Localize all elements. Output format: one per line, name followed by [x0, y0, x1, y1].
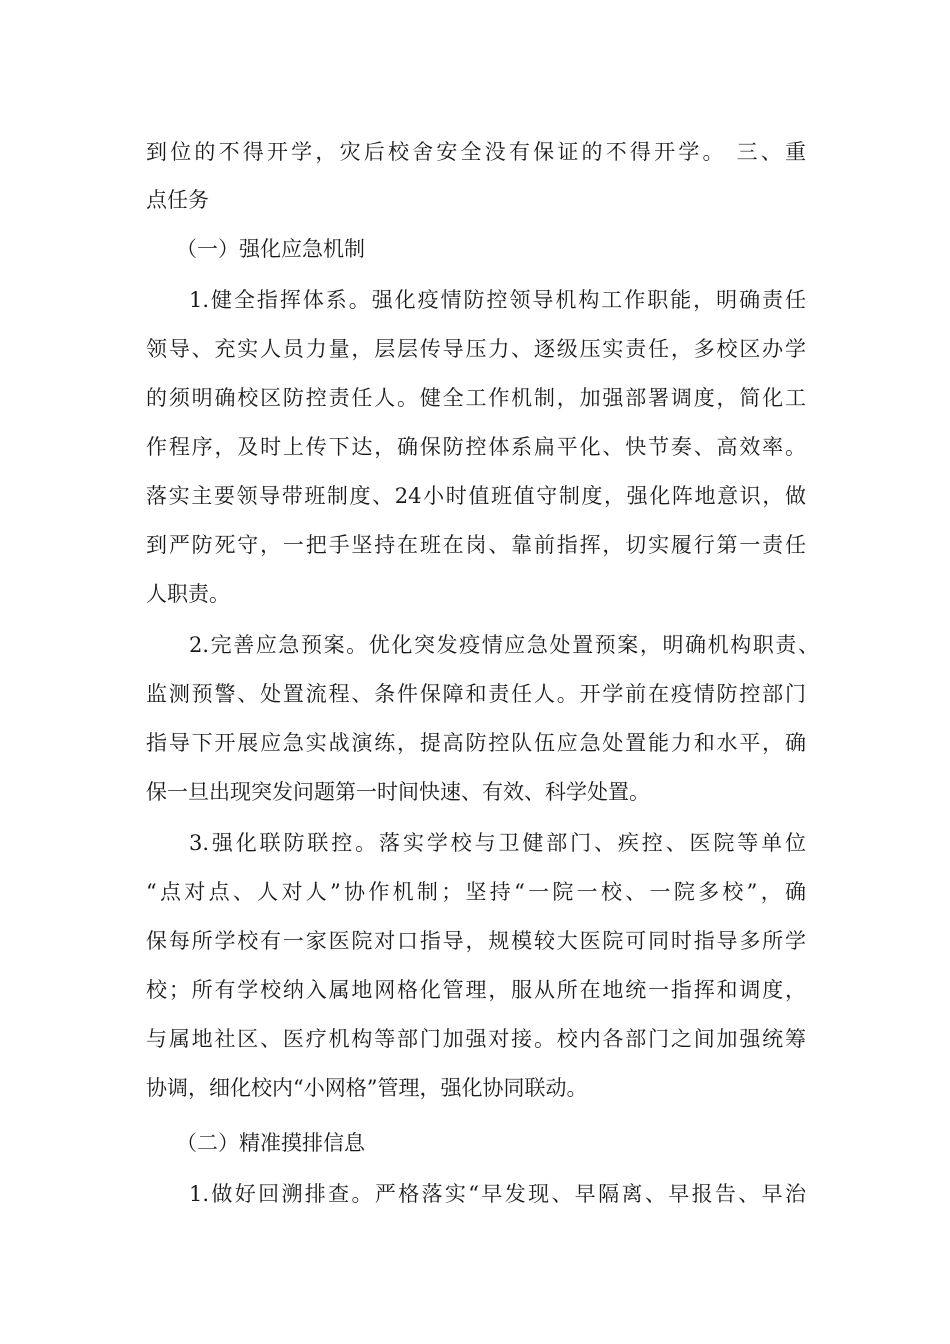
body-line: 保一旦出现突发问题第一时间快速、有效、科学处置。	[146, 780, 650, 804]
body-line: 监测预警、处置流程、条件保障和责任人。开学前在疫情防控部门	[146, 682, 806, 706]
body-line: 到严防死守，一把手坚持在班在岗、靠前指挥，切实履行第一责任	[146, 533, 806, 557]
body-line: 到位的不得开学，灾后校舍安全没有保证的不得开学。 三、重	[146, 140, 806, 164]
body-line: 的须明确校区防控责任人。健全工作机制，加强部署调度，简化工	[146, 386, 806, 410]
body-line: 领导、充实人员力量，层层传导压力、逐级压实责任，多校区办学	[146, 337, 806, 361]
section-heading: （二）精准摸排信息	[176, 1131, 365, 1155]
body-line: 协调，细化校内“小网格”管理，强化协同联动。	[146, 1076, 588, 1100]
body-line: 3.强化联防联控。落实学校与卫健部门、疾控、医院等单位	[189, 831, 806, 855]
body-line: “点对点、人对人”协作机制；坚持“一院一校、一院多校”，确	[146, 880, 806, 904]
body-line: 保每所学校有一家医院对口指导，规模较大医院可同时指导多所学	[146, 929, 806, 953]
body-line: 1.做好回溯排查。严格落实“早发现、早隔离、早报告、早治	[189, 1182, 806, 1206]
body-line: 作程序，及时上传下达，确保防控体系扁平化、快节奏、高效率。	[146, 435, 806, 459]
body-line: 指导下开展应急实战演练，提高防控队伍应急处置能力和水平，确	[146, 731, 806, 755]
body-line: 2.完善应急预案。优化突发疫情应急处置预案，明确机构职责、	[189, 633, 819, 657]
body-line: 人职责。	[146, 582, 230, 606]
section-heading: （一）强化应急机制	[176, 237, 365, 261]
body-line: 1.健全指挥体系。强化疫情防控领导机构工作职能，明确责任	[189, 288, 806, 312]
body-line: 点任务	[146, 188, 209, 212]
body-line: 与属地社区、医疗机构等部门加强对接。校内各部门之间加强统筹	[146, 1027, 806, 1051]
body-line: 落实主要领导带班制度、24小时值班值守制度，强化阵地意识，做	[146, 484, 806, 508]
body-line: 校；所有学校纳入属地网格化管理，服从所在地统一指挥和调度，	[146, 978, 806, 1002]
